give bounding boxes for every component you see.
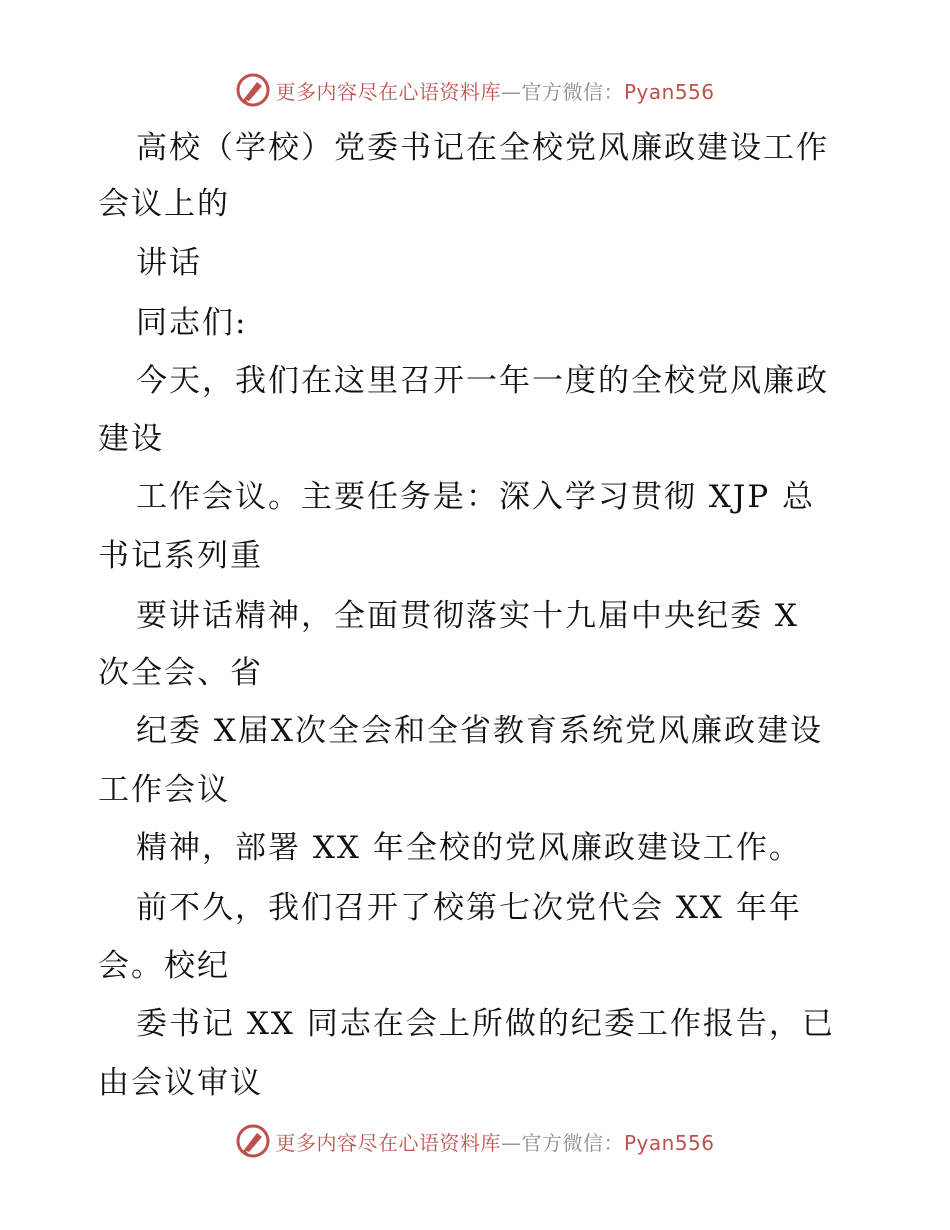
document-line: 工作会议 — [98, 772, 230, 808]
document-line: 今天，我们在这里召开一年一度的全校党风廉政 — [136, 363, 829, 399]
header-promo: 更多内容尽在心语资料库 — [275, 79, 501, 104]
document-line: 会议上的 — [98, 186, 230, 222]
document-line: 要讲话精神，全面贯彻落实十九届中央纪委 X — [136, 598, 799, 634]
header-banner — [0, 70, 950, 110]
header-official-label: 官方微信： — [521, 79, 624, 104]
document-line: 书记系列重 — [98, 538, 263, 574]
document-line: 讲话 — [136, 245, 202, 281]
header-dash: — — [500, 79, 522, 104]
footer-handle: Pyan556 — [623, 1130, 715, 1155]
document-line: 委书记 XX 同志在会上所做的纪委工作报告，已 — [136, 1006, 835, 1042]
document-line: 同志们: — [136, 305, 248, 341]
header-promo-text — [275, 76, 714, 105]
document-line: 纪委 X届X次全会和全省教育系统党风廉政建设 — [136, 713, 823, 749]
document-line: 会。校纪 — [98, 948, 230, 984]
pen-logo-icon — [235, 72, 271, 108]
document-line: 由会议审议 — [98, 1065, 263, 1101]
footer-banner — [0, 1121, 950, 1161]
footer-official-label: 官方微信： — [521, 1130, 624, 1155]
footer-dash: — — [500, 1130, 522, 1155]
document-line: 精神，部署 XX 年全校的党风廉政建设工作。 — [136, 830, 802, 866]
document-line: 高校（学校）党委书记在全校党风廉政建设工作 — [136, 130, 829, 166]
header-handle: Pyan556 — [623, 79, 715, 104]
document-line: 次全会、省 — [98, 655, 263, 691]
document-line: 前不久，我们召开了校第七次党代会 XX 年年 — [136, 890, 802, 926]
footer-promo: 更多内容尽在心语资料库 — [275, 1130, 501, 1155]
document-line: 工作会议。主要任务是：深入学习贯彻 XJP 总 — [136, 479, 816, 515]
pen-logo-icon — [235, 1123, 271, 1159]
footer-promo-text — [275, 1127, 714, 1156]
document-line: 建设 — [98, 421, 164, 457]
